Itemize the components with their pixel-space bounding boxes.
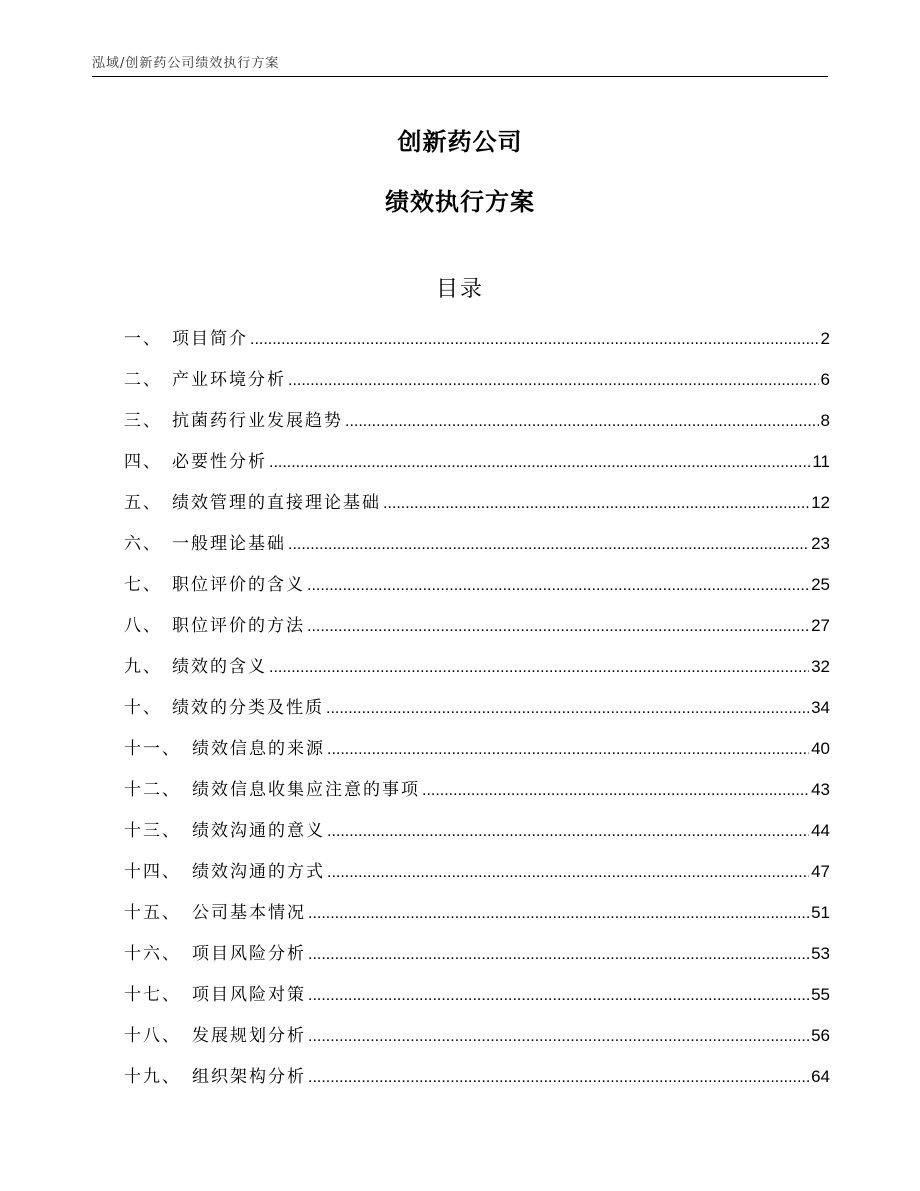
toc-dot-leader <box>269 647 809 688</box>
toc-entry-number: 十八、 <box>124 1026 181 1046</box>
toc-entry-page: 2 <box>820 329 830 348</box>
toc-entry[interactable] <box>124 687 830 728</box>
toc-entry-title: 发展规划分析 <box>192 1026 306 1046</box>
toc-dot-leader <box>308 1057 809 1098</box>
toc-entry-page: 47 <box>811 862 830 881</box>
toc-heading: 目录 <box>435 277 484 302</box>
toc-entry-number: 六、 <box>124 534 162 554</box>
toc-entry-page: 43 <box>811 780 830 799</box>
toc-entry-page: 8 <box>820 411 830 430</box>
toc-entry-page: 25 <box>811 575 830 594</box>
toc-entry-number: 二、 <box>124 370 162 390</box>
toc-entry-page: 6 <box>820 370 830 389</box>
toc-entry-title: 项目简介 <box>172 329 248 349</box>
toc-entry-title: 绩效的含义 <box>172 657 267 677</box>
toc-entry-title: 职位评价的含义 <box>172 575 305 595</box>
toc-entry-number: 四、 <box>124 452 162 472</box>
toc-dot-leader <box>327 729 809 770</box>
toc-entry-title: 绩效管理的直接理论基础 <box>172 493 381 513</box>
toc-entry-number: 七、 <box>124 575 162 595</box>
toc-entry-page: 40 <box>811 739 830 758</box>
toc-entry-page: 53 <box>811 944 830 963</box>
toc-entry-number: 十六、 <box>124 944 181 964</box>
toc-entry-number: 十九、 <box>124 1067 181 1087</box>
toc-entry-page: 44 <box>811 821 830 840</box>
toc-entry-title: 组织架构分析 <box>192 1067 306 1087</box>
toc-entry-number: 十七、 <box>124 985 181 1005</box>
toc-entry-page: 27 <box>811 616 830 635</box>
header-text: 泓域/创新药公司绩效执行方案 <box>92 56 280 71</box>
toc-entry-number: 十、 <box>124 698 162 718</box>
toc-entry[interactable] <box>124 892 830 933</box>
toc-entry-title: 绩效的分类及性质 <box>172 698 324 718</box>
toc-entry-title: 绩效信息收集应注意的事项 <box>192 780 420 800</box>
toc-entry-title: 绩效信息的来源 <box>192 739 325 759</box>
toc-dot-leader <box>326 688 809 729</box>
toc-entry-page: 34 <box>811 698 830 717</box>
toc-entry[interactable] <box>124 728 830 769</box>
toc-entry-title: 项目风险对策 <box>192 985 306 1005</box>
toc-entry-page: 32 <box>811 657 830 676</box>
toc-entry[interactable] <box>124 564 830 605</box>
toc-dot-leader <box>308 975 809 1016</box>
table-of-contents <box>124 318 830 1097</box>
toc-entry-number: 三、 <box>124 411 162 431</box>
toc-entry-number: 八、 <box>124 616 162 636</box>
toc-entry-number: 五、 <box>124 493 162 513</box>
toc-entry[interactable] <box>124 605 830 646</box>
toc-entry-title: 抗菌药行业发展趋势 <box>172 411 343 431</box>
toc-entry-title: 公司基本情况 <box>192 903 306 923</box>
toc-entry[interactable] <box>124 400 830 441</box>
toc-dot-leader <box>308 1016 809 1057</box>
toc-dot-leader <box>308 893 809 934</box>
toc-dot-leader <box>345 401 819 442</box>
toc-dot-leader <box>422 770 809 811</box>
toc-entry-number: 十二、 <box>124 780 181 800</box>
toc-entry[interactable] <box>124 810 830 851</box>
toc-dot-leader <box>327 811 809 852</box>
toc-entry-number: 十五、 <box>124 903 181 923</box>
toc-dot-leader <box>327 852 809 893</box>
toc-entry-number: 十四、 <box>124 862 181 882</box>
document-title-line1: 创新药公司 <box>397 128 523 156</box>
toc-entry[interactable] <box>124 1056 830 1097</box>
toc-entry-title: 产业环境分析 <box>172 370 286 390</box>
toc-dot-leader <box>288 360 819 401</box>
toc-entry-number: 十三、 <box>124 821 181 841</box>
toc-entry-title: 绩效沟通的意义 <box>192 821 325 841</box>
toc-entry[interactable] <box>124 974 830 1015</box>
toc-dot-leader <box>307 565 809 606</box>
toc-dot-leader <box>307 606 809 647</box>
toc-entry-number: 十一、 <box>124 739 181 759</box>
toc-dot-leader <box>383 483 809 524</box>
toc-entry-title: 职位评价的方法 <box>172 616 305 636</box>
toc-entry-page: 51 <box>811 903 830 922</box>
toc-entry[interactable] <box>124 646 830 687</box>
toc-dot-leader <box>308 934 809 975</box>
toc-entry-page: 64 <box>811 1067 830 1086</box>
toc-entry-title: 绩效沟通的方式 <box>192 862 325 882</box>
toc-dot-leader <box>269 442 810 483</box>
toc-entry[interactable] <box>124 933 830 974</box>
toc-entry-number: 一、 <box>124 329 162 349</box>
toc-dot-leader <box>288 524 809 565</box>
toc-entry[interactable] <box>124 851 830 892</box>
toc-entry-title: 必要性分析 <box>172 452 267 472</box>
toc-entry-page: 23 <box>811 534 830 553</box>
toc-entry-title: 一般理论基础 <box>172 534 286 554</box>
document-title-line2: 绩效执行方案 <box>385 188 535 216</box>
toc-dot-leader <box>250 319 819 360</box>
toc-entry[interactable] <box>124 523 830 564</box>
header-divider <box>92 76 828 77</box>
toc-entry-page: 55 <box>811 985 830 1004</box>
toc-entry[interactable] <box>124 359 830 400</box>
toc-entry-page: 56 <box>811 1026 830 1045</box>
toc-entry[interactable] <box>124 1015 830 1056</box>
toc-entry[interactable] <box>124 769 830 810</box>
toc-entry[interactable] <box>124 441 830 482</box>
toc-entry[interactable] <box>124 318 830 359</box>
toc-entry-page: 11 <box>812 452 830 471</box>
toc-entry[interactable] <box>124 482 830 523</box>
toc-entry-number: 九、 <box>124 657 162 677</box>
toc-entry-page: 12 <box>811 493 830 512</box>
toc-entry-title: 项目风险分析 <box>192 944 306 964</box>
